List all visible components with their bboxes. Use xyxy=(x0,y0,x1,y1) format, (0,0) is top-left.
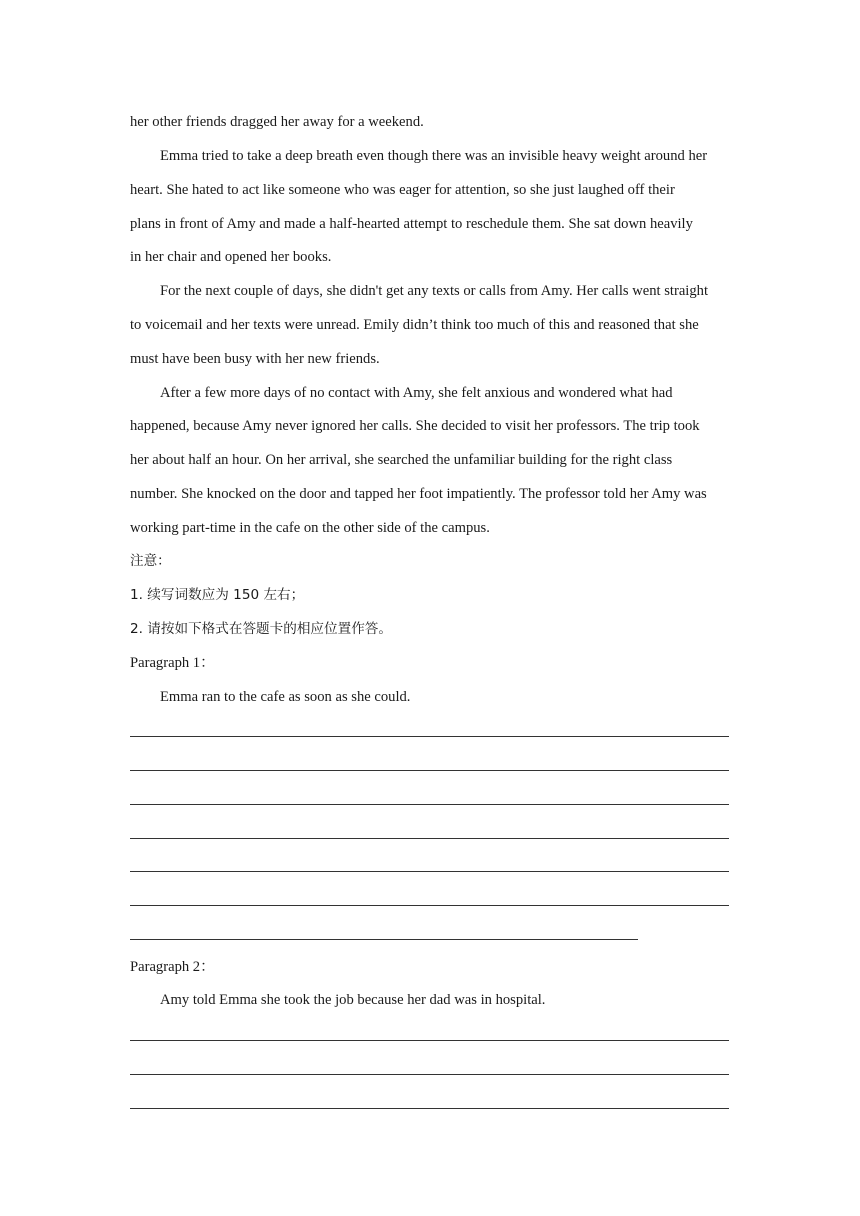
story-line: heart. She hated to act like someone who was eager for attention, so she just laughed off their xyxy=(130,182,675,198)
notes-item: 1. 续写词数应为 150 左右； xyxy=(130,587,305,603)
paragraph1-opening: Emma ran to the cafe as soon as she could. xyxy=(160,689,411,705)
story-line: in her chair and opened her books. xyxy=(130,249,332,265)
story-line: For the next couple of days, she didn't get any texts or calls from Amy. Her calls went straight xyxy=(160,283,709,299)
paragraph2-opening: Amy told Emma she took the job because her dad was in hospital. xyxy=(160,992,546,1008)
story-line: her about half an hour. On her arrival, she searched the unfamiliar building for the right class xyxy=(130,452,673,468)
story-line: plans in front of Amy and made a half-hearted attempt to reschedule them. She sat down heavily xyxy=(130,216,693,232)
notes-item: 2. 请按如下格式在答题卡的相应位置作答。 xyxy=(130,621,392,637)
story-line: number. She knocked on the door and tapped her foot impatiently. The professor told her Amy was xyxy=(130,486,707,502)
answer-line[interactable] xyxy=(130,770,729,771)
document-page xyxy=(130,0,730,1216)
story-line: Emma tried to take a deep breath even though there was an invisible heavy weight around her xyxy=(160,148,708,164)
answer-line[interactable] xyxy=(130,1108,729,1109)
paragraph1-label: Paragraph 1： xyxy=(130,655,215,671)
answer-line[interactable] xyxy=(130,939,638,940)
answer-line[interactable] xyxy=(130,1074,729,1075)
paragraph2-label: Paragraph 2： xyxy=(130,959,215,975)
story-line: her other friends dragged her away for a weekend. xyxy=(130,114,424,130)
answer-line[interactable] xyxy=(130,905,729,906)
answer-line[interactable] xyxy=(130,871,729,872)
story-line: must have been busy with her new friends. xyxy=(130,351,380,367)
story-line: happened, because Amy never ignored her calls. She decided to visit her professors. The trip took xyxy=(130,418,700,434)
story-line: After a few more days of no contact with Amy, she felt anxious and wondered what had xyxy=(160,385,673,401)
answer-line[interactable] xyxy=(130,736,729,737)
notes-heading: 注意： xyxy=(130,553,171,569)
story-line: to voicemail and her texts were unread. Emily didn’t think too much of this and reasoned that she xyxy=(130,317,699,333)
story-line: working part-time in the cafe on the other side of the campus. xyxy=(130,520,490,536)
answer-line[interactable] xyxy=(130,1040,729,1041)
answer-line[interactable] xyxy=(130,804,729,805)
answer-line[interactable] xyxy=(130,838,729,839)
